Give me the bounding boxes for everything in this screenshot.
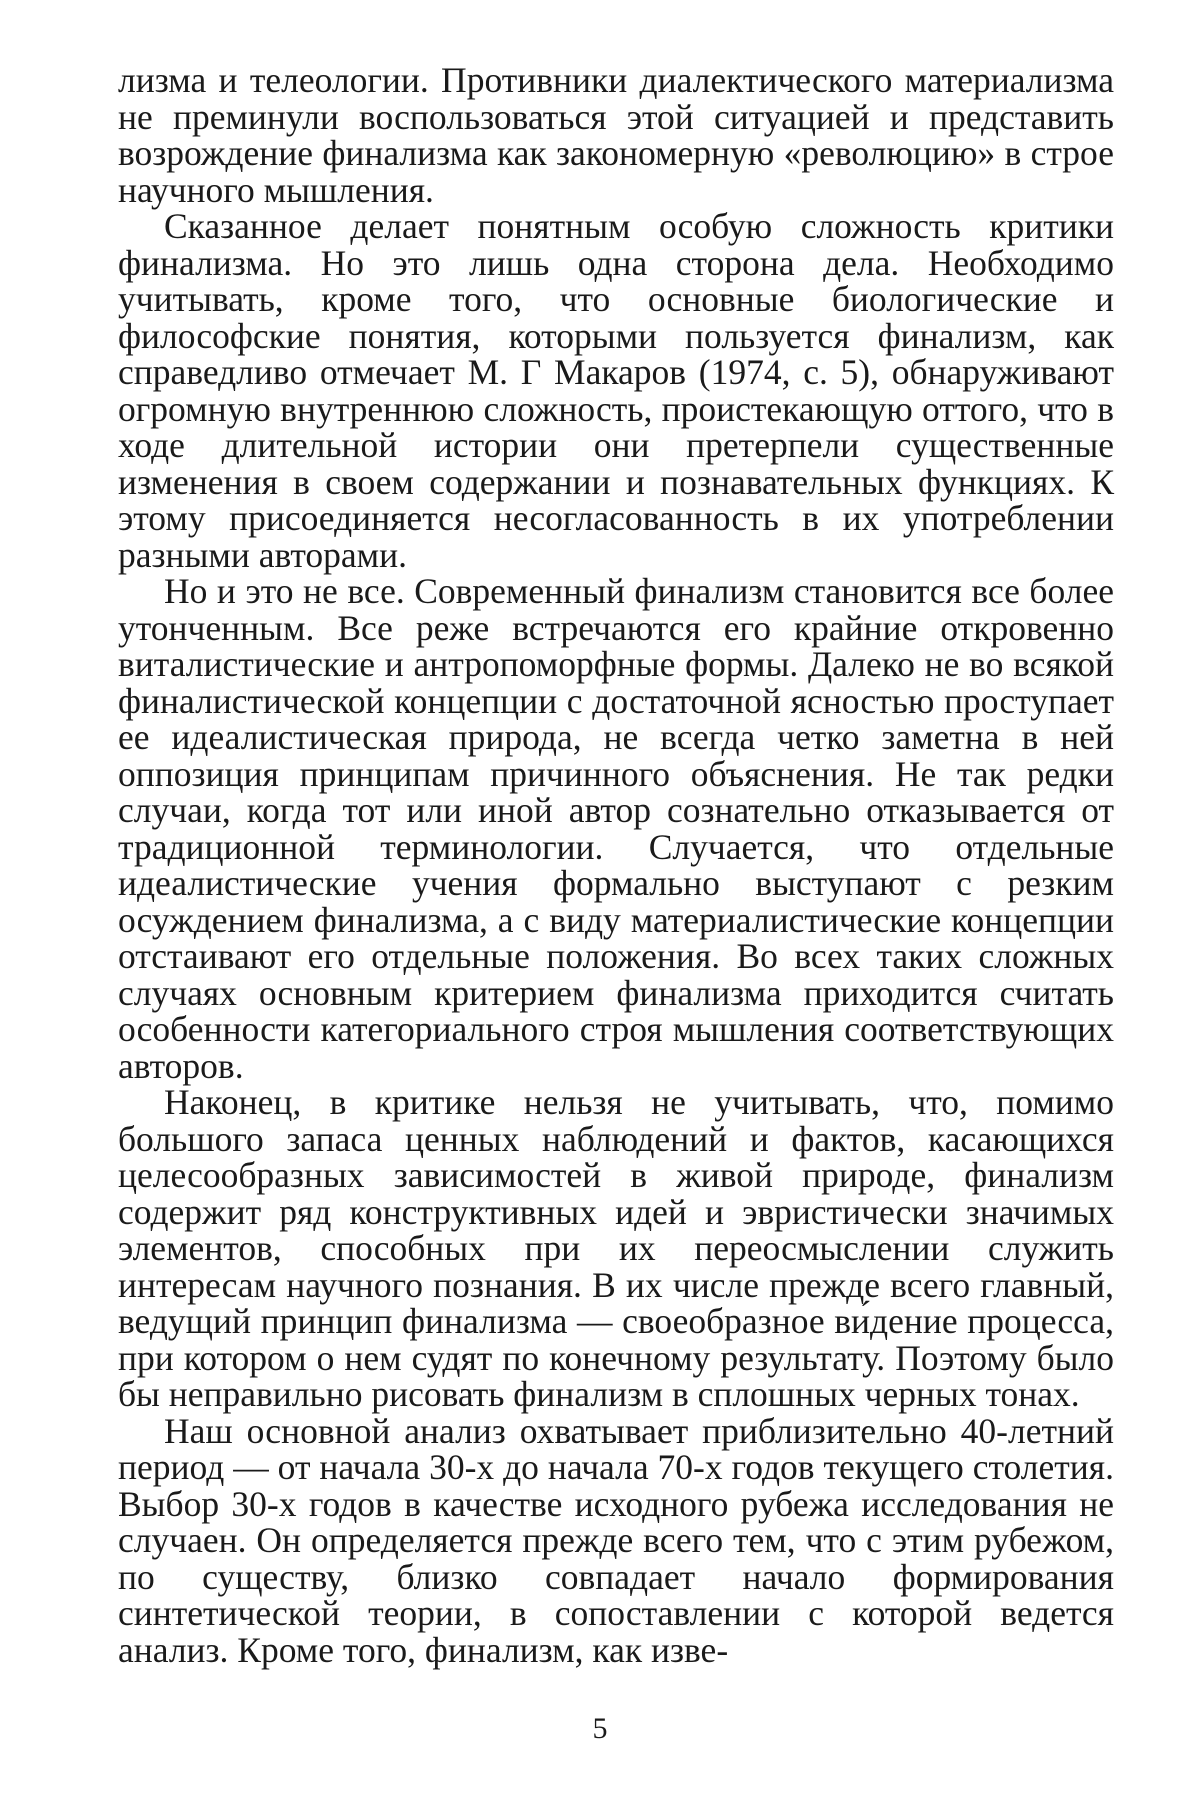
paragraph-1: лизма и телеологии. Противники диалектического материализма не преминули воспользоваться этой ситуацией и представить возрождение финализма как закономерную «революцию» в строе научного мышления. <box>118 60 1114 210</box>
paragraph-3: Но и это не все. Современный финализм становится все более утонченным. Все реже встречаются его крайние откровенно виталистические и антропоморфные формы. Далеко не во всякой финалистической концепции с достаточной ясностью проступает ее идеалистическая природа, не всегда четко заметна в ней оппозиция принципам причинного объяснения. Не так редки случаи, когда тот или иной автор сознательно отказывается от традиционной терминологии. Случается, что отдельные идеалистические учения формально выступают с резким осуждением финализма, а с виду материалистические концепции отстаивают его отдельные положения. Во всех таких сложных случаях основным критерием финализма приходится считать особенности категориального строя мышления соответствующих авторов. <box>118 571 1114 1086</box>
paragraph-2: Сказанное делает понятным особую сложность критики финализма. Но это лишь одна сторона дела. Необходимо учитывать, кроме того, что основные биологические и философские понятия, которыми пользуется финализм, как справедливо отмечает М. Г Макаров (1974, с. 5), обнаруживают огромную внутреннюю сложность, проистекающую оттого, что в ходе длительной истории они претерпели существенные изменения в своем содержании и познавательных функциях. К этому присоединяется несогласованность в их употреблении разными авторами. <box>118 206 1114 575</box>
paragraph-4: Наконец, в критике нельзя не учитывать, что, помимо большого запаса ценных наблюдений и фактов, касающихся целесообразных зависимостей в живой природе, финализм содержит ряд конструктивных идей и эвристически значимых элементов, способных при их переосмыслении служить интересам научного познания. В их числе прежде всего главный, ведущий принцип финализма — своеобразное ви́дение процесса, при котором о нем судят по конечному результату. Поэтому было бы неправильно рисовать финализм в сплошных черных тонах. <box>118 1082 1114 1414</box>
page-number: 5 <box>592 1712 608 1745</box>
paragraph-5: Наш основной анализ охватывает приблизительно 40-летний период — от начала 30-х до начала 70-х годов текущего столетия. Выбор 30-х годов в качестве исходного рубежа исследования не случаен. Он определяется прежде всего тем, что с этим рубежом, по существу, близко совпадает начало формирования синтетической теории, в сопоставлении с которой ведется анализ. Кроме того, финализм, как изве- <box>118 1410 1114 1670</box>
body-text <box>118 62 1114 1668</box>
